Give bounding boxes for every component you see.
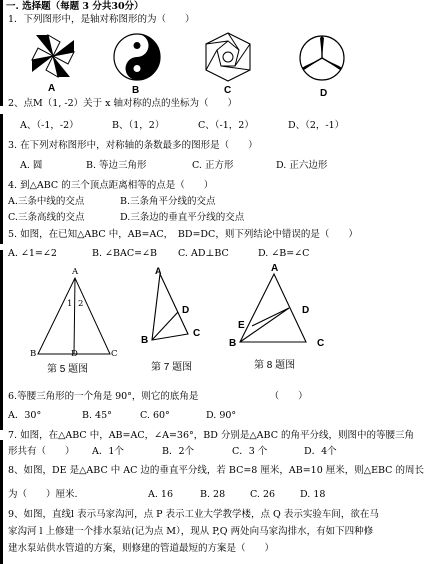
q1-figure-a — [28, 32, 78, 80]
q8-option-c: C. 26 — [250, 489, 276, 500]
q7-option-b: B．2个 — [162, 446, 195, 457]
margin-bar-low — [0, 250, 3, 430]
q5-text: 5. 如图，在已知△ABC 中，AB=AC， BD=DC，则下列结论中错误的是（ ） — [8, 229, 358, 240]
q5-option-d: D. ∠B=∠C — [258, 248, 310, 259]
q5-option-c: C. AD⊥BC — [178, 248, 229, 259]
q1-label-a: A — [48, 83, 56, 94]
q2-option-c: C、（-1，2） — [198, 120, 254, 131]
fig7-label-b: B — [141, 335, 149, 346]
fig8-label-e: E — [238, 320, 245, 331]
q7-text-line1: 7. 如图，在△ABC 中，AB=AC，∠A=36°，BD 分别是△ABC 的角平分线，则图中的等腰三角 — [8, 430, 414, 441]
q4-option-c: C.三条高线的交点 — [8, 212, 85, 223]
fig5-label-c: C — [111, 349, 118, 359]
fig8-label-c: C — [317, 338, 325, 349]
margin-bar-top — [0, 0, 3, 106]
q8-text-line2: 为（ ）厘米. — [8, 489, 78, 500]
q8-option-d: D. 18 — [300, 489, 326, 500]
q3-option-a: A. 圆 — [20, 160, 43, 171]
q1-text: 1．下列图形中，是轴对称图形的为（ ） — [8, 14, 195, 25]
q8-text-line1: 8、如图，DE 是△ABC 中 AC 边的垂直平分线，若 BC=8 厘米，AB=10 厘米，则△EBC 的周长 — [8, 465, 424, 476]
fig7-label-d: D — [182, 305, 190, 316]
fig5-caption: 第 5 题图 — [47, 364, 89, 375]
fig5-label-1: 1 — [67, 299, 73, 309]
q8-option-a: A. 16 — [148, 489, 173, 500]
q2-text: 2、点M（1, -2）关于 x 轴对称的点的坐标为（ ） — [8, 98, 238, 109]
q3-option-c: C. 正方形 — [192, 160, 234, 171]
fig5-label-b: B — [30, 349, 37, 359]
fig7-label-c: C — [193, 328, 201, 339]
q1-label-b: B — [132, 85, 140, 96]
q6-option-d: D. 90° — [206, 410, 237, 421]
q8-option-b: B. 28 — [200, 489, 226, 500]
q7-option-a: A．1个 — [92, 446, 124, 457]
q2-option-d: D、（2，-1） — [288, 120, 345, 131]
q3-option-d: D. 正六边形 — [276, 160, 328, 171]
q9-text-line1: 9、如图，直线l 表示马家沟河，点 P 表示工业大学教学楼，点 Q 表示实验车间，欲在马 — [8, 509, 379, 520]
figure-7 — [148, 268, 201, 352]
fig8-label-a: A — [271, 263, 279, 274]
q6-option-c: C. 60° — [140, 410, 170, 421]
fig8-label-b: B — [229, 338, 237, 349]
q1-figure-c — [202, 32, 254, 82]
q1-figure-b — [112, 32, 162, 82]
q1-label-d: D — [320, 88, 328, 99]
margin-bar-mid — [0, 114, 3, 244]
fig7-label-a: A — [155, 266, 162, 276]
q5-option-b: B. ∠BAC=∠B — [92, 248, 157, 259]
q4-option-d: D.三条边的垂直平分线的交点 — [120, 212, 245, 223]
q3-option-b: B. 等边三角形 — [86, 160, 147, 171]
q6-text: 6.等腰三角形的一个角是 90°，则它的底角是 （ ） — [8, 391, 308, 402]
fig8-caption: 第 8 题图 — [254, 360, 296, 371]
fig7-caption: 第 7 题图 — [151, 362, 193, 373]
section-title: 一. 选择题（每题 3 分共30分） — [6, 1, 144, 12]
q2-option-b: B、（1，2） — [112, 120, 165, 131]
fig5-label-a: A — [72, 267, 79, 277]
q6-option-a: A．30° — [8, 410, 42, 421]
q4-option-a: A.三条中线的交点 — [8, 196, 85, 207]
fig5-label-2: 2 — [78, 299, 84, 309]
margin-bar-bottom — [0, 440, 3, 564]
q3-text: 3. 在下列对称图形中，对称轴的条数最多的图形是（ ） — [8, 140, 258, 151]
q7-option-c: C．3 个 — [232, 446, 268, 457]
q6-option-b: B. 45° — [82, 410, 112, 421]
q2-option-a: A、（-1，-2） — [20, 120, 79, 131]
q4-option-b: B.三条角平分线的交点 — [120, 196, 216, 207]
q9-text-line2: 家沟河 l 上修建一个排水泵站(记为点 M），现从 P,Q 两处向马家沟排水，有如下四种修 — [8, 526, 374, 537]
q7-text-line2: 形共有（ ） — [8, 446, 75, 457]
q1-figure-d — [296, 34, 348, 84]
fig8-label-d: D — [302, 305, 310, 316]
fig5-label-d: D — [71, 349, 78, 359]
q9-text-line3: 建水泵站供水管道的方案，则修建的管道最短的方案是（ ） — [8, 543, 275, 554]
q5-option-a: A. ∠1=∠2 — [8, 248, 57, 259]
q7-option-d: D．4个 — [304, 446, 337, 457]
q4-text: 4. 到△ABC 的三个顶点距离相等的点是（ ） — [8, 180, 214, 191]
q1-label-c: C — [224, 85, 232, 96]
